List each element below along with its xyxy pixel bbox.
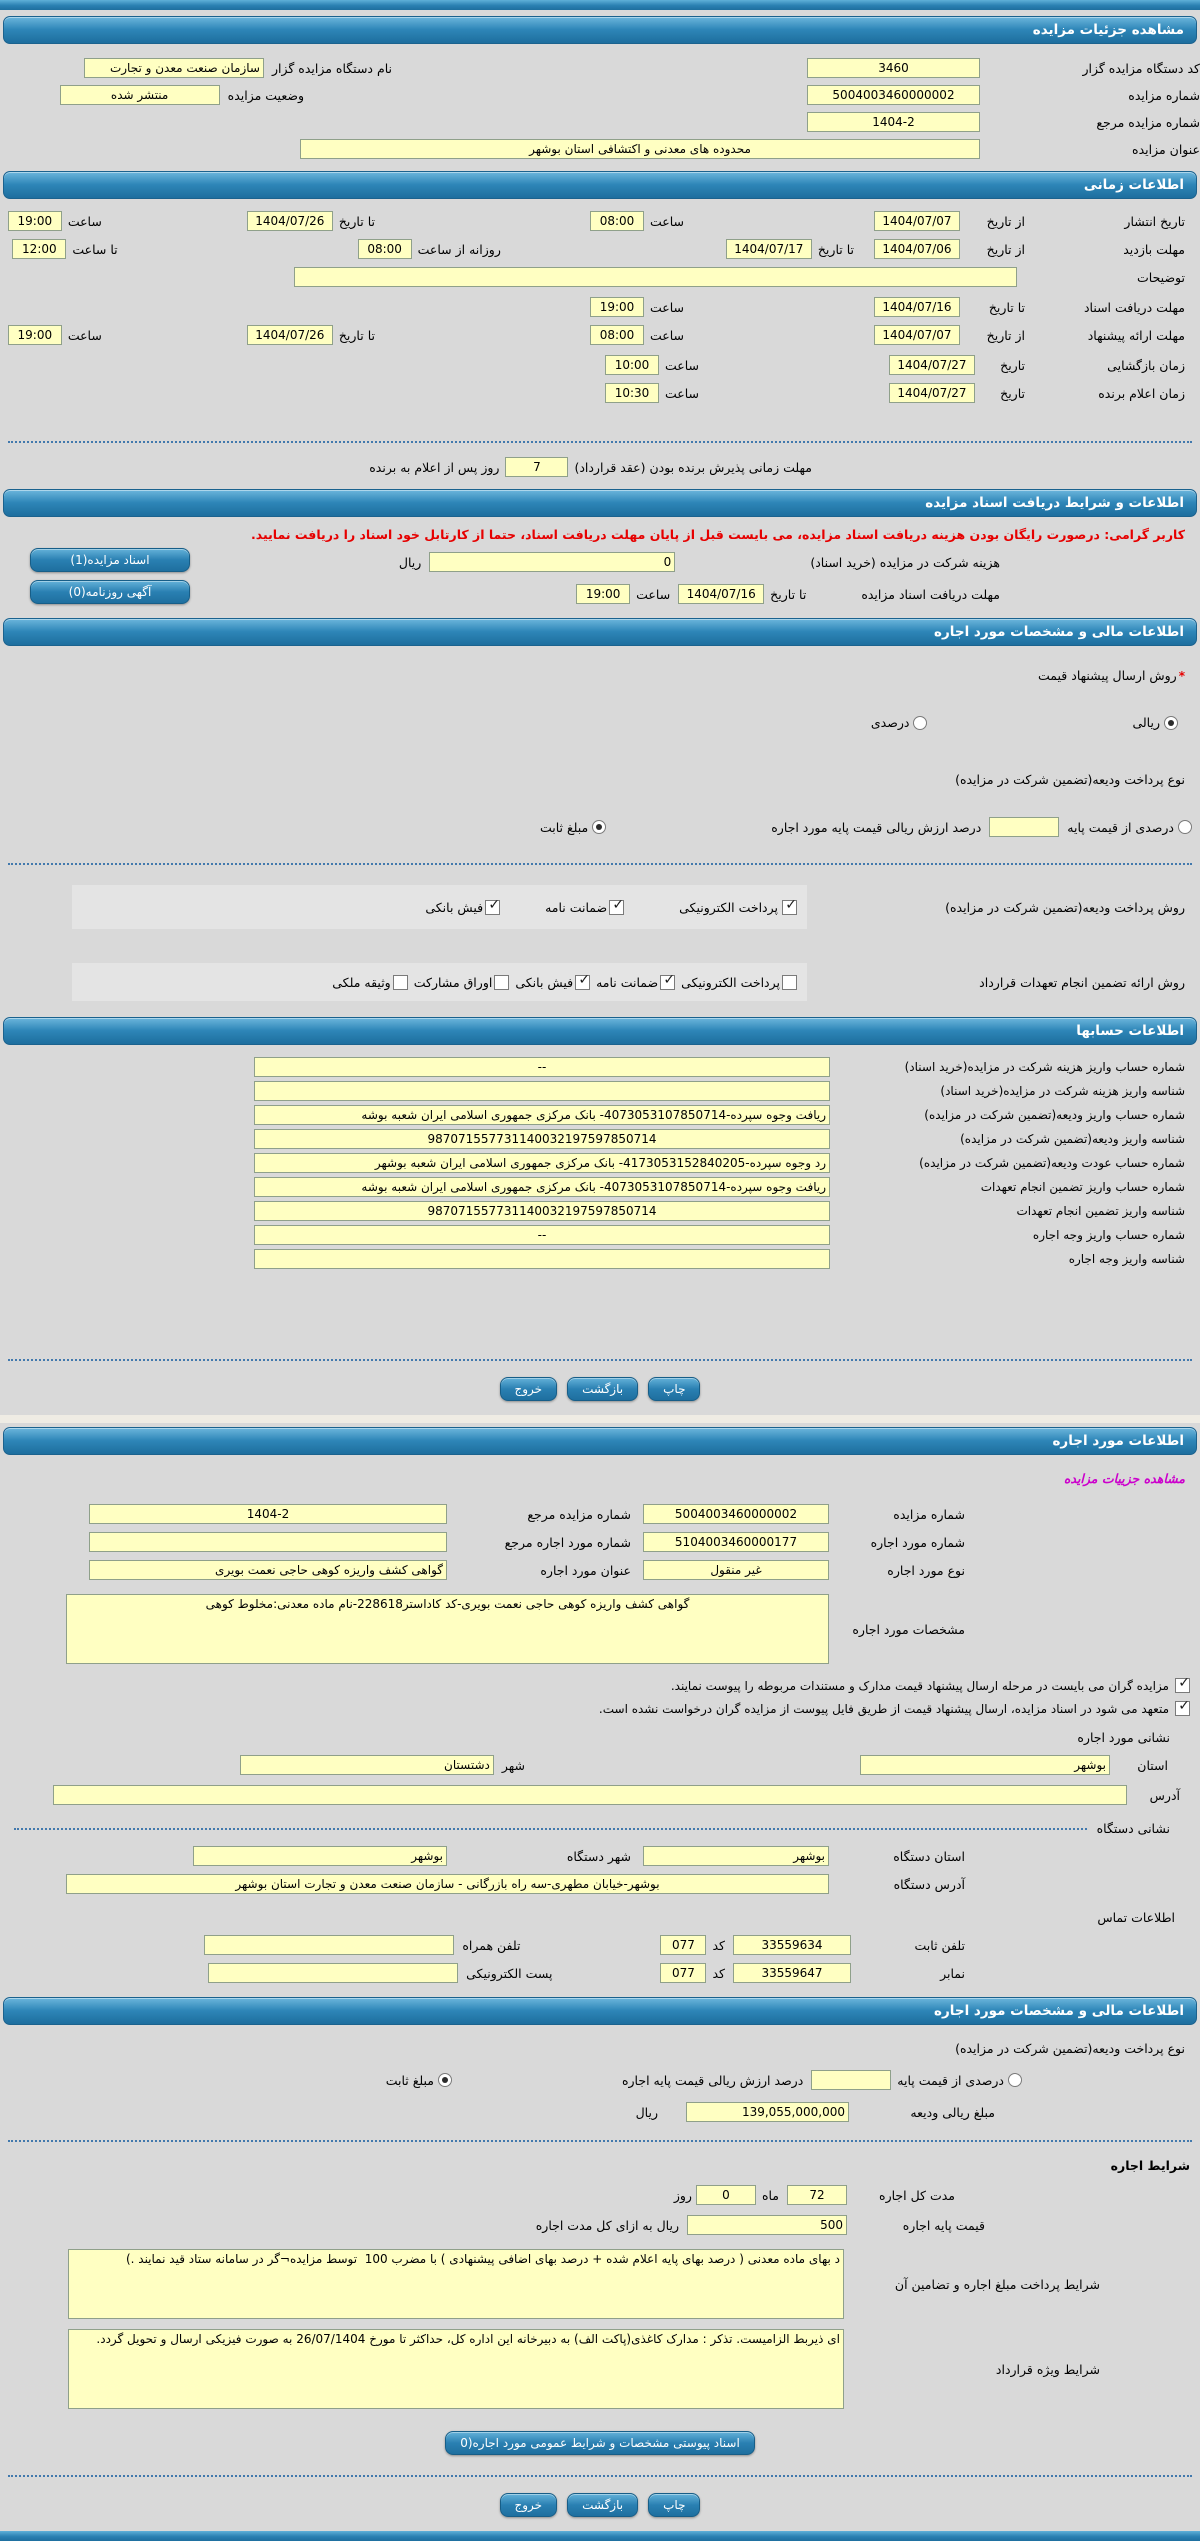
note1-row [0, 1678, 1200, 1693]
auction-number-label: شماره مزایده [1128, 87, 1200, 103]
pay-option [425, 900, 500, 915]
base-price-input[interactable] [687, 2215, 847, 2235]
description-input[interactable] [294, 267, 1017, 287]
account-label: شماره حساب واریز هزینه شرکت در مزایده(خرید اسناد) [904, 1060, 1185, 1074]
panel1-actions [0, 1377, 1200, 1401]
percent-base-suffix-label: درصد ارزش ریالی قیمت پایه مورد اجاره [771, 819, 982, 835]
contract-guarantee-label: روش ارائه تضمین انجام تعهدات قرارداد [979, 974, 1185, 990]
fax-label: نمابر [940, 1965, 965, 1981]
pay-option-label: ضمانت نامه [545, 899, 608, 915]
percent-base-input[interactable] [989, 817, 1059, 837]
mobile-input[interactable] [204, 1935, 454, 1955]
auction-ref-input[interactable] [807, 112, 980, 132]
guarantee-option [681, 975, 797, 990]
visit-to-date-input[interactable] [726, 239, 812, 259]
rial-label: ریال [635, 2104, 658, 2120]
rent-row-2 [0, 1532, 1200, 1552]
guarantee-option [414, 975, 510, 990]
divider [8, 2475, 1192, 2477]
section-docs-info [3, 489, 1197, 517]
percent-base-input[interactable] [811, 2070, 891, 2090]
opening-row [0, 355, 1200, 375]
percent-base-radio[interactable] [1008, 2073, 1022, 2087]
date-label: تاریخ [1000, 357, 1025, 373]
hour-label: ساعت [67, 327, 102, 343]
org-address-input[interactable] [66, 1874, 829, 1894]
account-input[interactable] [254, 1057, 830, 1077]
auction-no-label: شماره مزایده [893, 1506, 965, 1522]
note2-row [0, 1701, 1200, 1716]
account-row [0, 1081, 1200, 1101]
note2-label: متعهد می شود در اسناد مزایده، ارسال پیشنهاد قیمت از طریق فایل پیوست از مزایده گران درخواست نشده است. [598, 1701, 1169, 1716]
print-button[interactable]: چاپ [648, 1377, 700, 1401]
fee-input[interactable] [429, 552, 675, 572]
auction-title-label: عنوان مزایده [1132, 141, 1200, 157]
winner-row [0, 383, 1200, 403]
pay-terms-label: شرایط پرداخت مبلغ اجاره و تضامین آن [894, 2276, 1100, 2292]
code-label: کد [712, 1937, 725, 1953]
phone-input[interactable] [733, 1935, 851, 1955]
header-row-4 [0, 139, 1200, 159]
publish-to-hour-input[interactable] [8, 211, 62, 231]
accept-deadline-label: مهلت زمانی پذیرش برنده بودن (عقد قرارداد) [574, 459, 812, 475]
required-asterisk: * [1178, 668, 1185, 683]
participation-bonds-checkbox[interactable] [494, 975, 509, 990]
item-title-input[interactable] [89, 1560, 447, 1580]
section-financial-info [3, 618, 1197, 646]
property-collateral-checkbox[interactable] [393, 975, 408, 990]
winner-date-input[interactable] [889, 383, 975, 403]
email-input[interactable] [208, 1963, 458, 1983]
base-price-row [0, 2215, 1200, 2235]
docs-deadline-hour-input[interactable] [576, 584, 630, 604]
org-name-input[interactable] [84, 58, 264, 78]
account-input[interactable] [254, 1153, 830, 1173]
percent-radio[interactable] [913, 716, 927, 730]
section-financial-info-2 [3, 1997, 1197, 2025]
item-type-input[interactable] [643, 1560, 829, 1580]
special-terms-row [0, 2329, 1200, 2409]
rent-row-3 [0, 1560, 1200, 1580]
deposit-type-label: نوع پرداخت ودیعه(تضمین شرکت در مزایده) [955, 2041, 1185, 2056]
auction-ref-label: شماره مزایده مرجع [1096, 114, 1200, 130]
auction-details-panel [0, 16, 1200, 1415]
exit-button[interactable]: خروج [500, 1377, 558, 1401]
org-address-title-row [0, 1821, 1200, 1836]
auction-title-input[interactable] [300, 139, 980, 159]
auction-number-input[interactable] [807, 85, 980, 105]
org-name-label: نام دستگاه مزایده گزار [271, 60, 392, 76]
mobile-label: تلفن همراه [462, 1937, 521, 1953]
item-ref-input[interactable] [89, 1532, 447, 1552]
duration-months-input[interactable] [787, 2185, 847, 2205]
publish-label: تاریخ انتشار [1124, 213, 1185, 229]
guarantee-letter-checkbox[interactable] [609, 900, 624, 915]
opening-label: زمان بازگشایی [1107, 357, 1185, 373]
contract-guarantee-group [72, 963, 807, 1001]
account-input[interactable] [254, 1177, 830, 1197]
deposit-amount-label: مبلغ ریالی ودیعه [910, 2104, 995, 2120]
deposit-options-row-2 [0, 2070, 1200, 2090]
account-label: شماره حساب واریز ودیعه(تضمین شرکت در مزایده) [924, 1108, 1185, 1122]
guarantee-option-label: اوراق مشارکت [413, 974, 493, 990]
panel-gap [0, 1415, 1200, 1423]
header-row-1 [0, 58, 1200, 78]
org-address-label: آدرس دستگاه [893, 1876, 965, 1892]
publish-date-row [0, 211, 1200, 231]
pay-terms-row [0, 2249, 1200, 2319]
fee-label: هزینه شرکت در مزایده (خرید اسناد) [810, 554, 1000, 570]
note2-checkbox[interactable] [1175, 1701, 1190, 1716]
fax-row [0, 1963, 1200, 1983]
section-title: اطلاعات و شرایط دریافت اسناد مزایده [925, 495, 1184, 511]
receive-docs-label: مهلت دریافت اسناد [1083, 299, 1185, 315]
divider [8, 2140, 1192, 2142]
to-date-label: تا تاریخ [338, 213, 375, 229]
daily-from-label: روزانه از ساعت [417, 241, 501, 257]
guarantee-option-label: پرداخت الکترونیکی [681, 974, 780, 990]
header-row-3 [0, 112, 1200, 132]
divider [8, 1359, 1192, 1361]
account-row [0, 1249, 1200, 1269]
offer-to-date-input[interactable] [247, 325, 333, 345]
city-label: شهر [501, 1757, 525, 1773]
offer-label: مهلت ارائه پیشنهاد [1087, 327, 1185, 343]
account-label: شناسه واریز وجه اجاره [1068, 1252, 1185, 1266]
account-row [0, 1225, 1200, 1245]
guarantee-option-label: فیش بانکی [515, 974, 574, 990]
auction-no-input[interactable] [643, 1504, 829, 1524]
to-date-label: تا تاریخ [338, 327, 375, 343]
auction-ref-label: شماره مزایده مرجع [527, 1506, 631, 1522]
rent-row-1 [0, 1504, 1200, 1524]
section-title: اطلاعات مالی و مشخصات مورد اجاره [934, 624, 1184, 640]
hour-label: ساعت [664, 385, 699, 401]
visit-to-hour-input[interactable] [12, 239, 66, 259]
province-label: استان [1137, 1757, 1168, 1773]
section-title: اطلاعات مورد اجاره [1052, 1433, 1184, 1449]
rent-item-panel [0, 1427, 1200, 2531]
account-row [0, 1057, 1200, 1077]
section-view-details [3, 16, 1197, 44]
address-input[interactable] [53, 1785, 1127, 1805]
visit-from-date-input[interactable] [874, 239, 960, 259]
fixed-amount-radio[interactable] [592, 820, 606, 834]
offer-from-date-input[interactable] [874, 325, 960, 345]
docs-deadline-row [0, 584, 1200, 604]
hour-label: ساعت [649, 299, 684, 315]
phone-code-input[interactable] [660, 1935, 706, 1955]
to-date-label: تا تاریخ [770, 586, 807, 602]
bank-receipt-checkbox[interactable] [575, 975, 590, 990]
rial-label: ریال [398, 554, 422, 570]
rent-terms-title-row [0, 2158, 1200, 2173]
account-label: شناسه واریز تضمین انجام تعهدات [1016, 1204, 1185, 1218]
address-label: آدرس [1149, 1787, 1180, 1803]
org-province-input[interactable] [643, 1846, 829, 1866]
publish-to-date-input[interactable] [247, 211, 333, 231]
base-price-suffix-label: ریال به ازای کل مدت اجاره [535, 2217, 679, 2233]
offer-row [0, 325, 1200, 345]
pay-option [679, 900, 797, 915]
guarantee-option [596, 975, 675, 990]
bottom-blue-strip [0, 2531, 1200, 2541]
deposit-type-label: نوع پرداخت ودیعه(تضمین شرکت در مزایده) [955, 772, 1185, 787]
receive-docs-date-input[interactable] [874, 297, 960, 317]
section-title: اطلاعات زمانی [1083, 177, 1184, 193]
pay-option [545, 900, 624, 915]
publish-from-hour-input[interactable] [590, 211, 644, 231]
account-label: شماره حساب واریز تضمین انجام تعهدات [980, 1180, 1185, 1194]
visit-daily-hour-input[interactable] [358, 239, 412, 259]
deposit-amount-input[interactable] [686, 2102, 849, 2122]
account-label: شناسه واریز هزینه شرکت در مزایده(خرید اسناد) [940, 1084, 1185, 1098]
rial-radio[interactable] [1164, 716, 1178, 730]
deposit-amount-row [0, 2102, 1200, 2122]
percent-option-label: درصدی [870, 715, 910, 730]
item-spec-textarea[interactable] [66, 1594, 829, 1664]
section-title: مشاهده جزئیات مزایده [1032, 22, 1184, 38]
from-date-label: از تاریخ [986, 327, 1025, 343]
account-input[interactable] [254, 1129, 830, 1149]
duration-row [0, 2185, 1200, 2205]
deposit-options-row [0, 817, 1200, 837]
docs-deadline-date-input[interactable] [678, 584, 764, 604]
special-terms-label: شرایط ویژه قرارداد [995, 2361, 1100, 2377]
account-label: شماره حساب واریز وجه اجاره [1032, 1228, 1185, 1242]
deposit-type-row-2 [0, 2041, 1200, 2056]
winner-hour-input[interactable] [605, 383, 659, 403]
hour-label: ساعت [636, 586, 671, 602]
deposit-pay-methods-row [0, 885, 1200, 929]
pay-terms-textarea[interactable] [68, 2249, 844, 2319]
phone-label: تلفن ثابت [914, 1937, 965, 1953]
attached-docs-button[interactable]: اسناد پیوستی مشخصات و شرایط عمومی مورد اجاره(0 [445, 2431, 755, 2455]
accept-deadline-row [0, 457, 1200, 477]
province-input[interactable] [860, 1755, 1110, 1775]
to-hour-label: تا ساعت [72, 241, 118, 257]
electronic-payment-checkbox[interactable] [782, 975, 797, 990]
opening-hour-input[interactable] [605, 355, 659, 375]
auction-status-label: وضعیت مزایده [227, 87, 304, 103]
docs-deadline-label: مهلت دریافت اسناد مزایده [861, 586, 1000, 602]
item-type-label: نوع مورد اجاره [887, 1562, 965, 1578]
divider [14, 1828, 1087, 1830]
accept-suffix-label: روز پس از اعلام به برنده [369, 459, 500, 475]
note1-label: مزایده گران می بایست در مرحله ارسال پیشنهاد قیمت مدارک و مستندات مربوطه را پیوست نمایند. [670, 1678, 1169, 1693]
city-input[interactable] [240, 1755, 494, 1775]
item-spec-row [0, 1594, 1200, 1664]
fax-input[interactable] [733, 1963, 851, 1983]
account-row [0, 1153, 1200, 1173]
price-method-row [0, 668, 1200, 683]
account-input[interactable] [254, 1201, 830, 1221]
hour-label: ساعت [664, 357, 699, 373]
description-row [0, 267, 1200, 287]
account-input[interactable] [254, 1105, 830, 1125]
visit-row [0, 239, 1200, 259]
fixed-amount-label: مبلغ ثابت [539, 819, 589, 835]
winner-label: زمان اعلام برنده [1098, 385, 1185, 401]
auction-ref-input[interactable] [89, 1504, 447, 1524]
org-province-label: استان دستگاه [893, 1848, 965, 1864]
pay-option-label: فیش بانکی [425, 899, 484, 915]
price-method-options-row [0, 715, 1200, 730]
account-row [0, 1201, 1200, 1221]
visit-label: مهلت بازدید [1123, 241, 1185, 257]
fixed-amount-label: مبلغ ثابت [385, 2072, 434, 2088]
opening-date-input[interactable] [889, 355, 975, 375]
org-city-label: شهر دستگاه [566, 1848, 631, 1864]
rent-terms-title: شرایط اجاره [1110, 2158, 1190, 2173]
org-city-input[interactable] [193, 1846, 447, 1866]
contact-title-row [0, 1910, 1200, 1925]
back-button[interactable]: بازگشت [567, 1377, 638, 1401]
date-label: تاریخ [1000, 385, 1025, 401]
province-city-row [0, 1755, 1200, 1775]
to-date-label: تا تاریخ [817, 241, 854, 257]
attach-docs-row [0, 2431, 1200, 2455]
day-label: روز [673, 2187, 692, 2203]
deposit-pay-methods-label: روش پرداخت ودیعه(تضمین شرکت در مزایده) [945, 899, 1185, 915]
view-auction-link-row [0, 1471, 1200, 1486]
item-address-title: نشانی مورد اجاره [1077, 1730, 1170, 1745]
address-row [0, 1785, 1200, 1805]
bank-receipt-checkbox[interactable] [485, 900, 500, 915]
exit-button-bottom[interactable]: خروج [500, 2493, 558, 2517]
rial-option-label: ریالی [1132, 715, 1160, 730]
account-row [0, 1105, 1200, 1125]
percent-base-label: درصدی از قیمت پایه [1067, 819, 1174, 835]
publish-from-date-input[interactable] [874, 211, 960, 231]
offer-from-hour-input[interactable] [590, 325, 644, 345]
org-address-title: نشانی دستگاه [1096, 1821, 1170, 1836]
receive-docs-hour-input[interactable] [590, 297, 644, 317]
special-terms-textarea[interactable] [68, 2329, 844, 2409]
guarantee-option-label: ضمانت نامه [596, 974, 659, 990]
divider [8, 863, 1192, 865]
view-auction-details-link[interactable]: مشاهده جزییات مزایده [1063, 1471, 1185, 1486]
auction-status-input[interactable] [60, 85, 220, 105]
hour-label: ساعت [67, 213, 102, 229]
hour-label: ساعت [649, 213, 684, 229]
guarantee-option-label: وثیقه ملکی [332, 974, 391, 990]
account-row [0, 1177, 1200, 1197]
phone-row [0, 1935, 1200, 1955]
divider [8, 441, 1192, 443]
top-blue-strip [0, 0, 1200, 10]
percent-base-radio[interactable] [1178, 820, 1192, 834]
account-row [0, 1129, 1200, 1149]
receive-docs-row [0, 297, 1200, 317]
fax-code-input[interactable] [660, 1963, 706, 1983]
hour-label: ساعت [649, 327, 684, 343]
item-no-input[interactable] [643, 1532, 829, 1552]
from-date-label: از تاریخ [986, 241, 1025, 257]
contract-guarantee-row [0, 963, 1200, 1001]
accept-days-input[interactable] [505, 457, 568, 477]
guarantee-option [515, 975, 590, 990]
electronic-payment-checkbox[interactable] [782, 900, 797, 915]
section-title: اطلاعات حسابها [1076, 1023, 1184, 1039]
deposit-type-row [0, 772, 1200, 787]
section-rent-info [3, 1427, 1197, 1455]
section-accounts-info [3, 1017, 1197, 1045]
section-time-info [3, 171, 1197, 199]
from-date-label: از تاریخ [986, 213, 1025, 229]
panel2-actions [0, 2493, 1200, 2517]
org-code-label: کد دستگاه مزایده گزار [1082, 60, 1200, 76]
account-label: شناسه واریز ودیعه(تضمین شرکت در مزایده) [960, 1132, 1185, 1146]
guarantee-option [332, 975, 407, 990]
contact-title: اطلاعات تماس [1097, 1910, 1175, 1925]
guarantee-letter-checkbox[interactable] [660, 975, 675, 990]
back-button-bottom[interactable]: بازگشت [567, 2493, 638, 2517]
docs-warning-text: کاربر گرامی: درصورت رایگان بودن هزینه دریافت اسناد مزایده، می بایست قبل از پایان مهلت دریافت اسناد، حتما از کارتابل خود اسناد را دریافت نمایید. [251, 527, 1185, 542]
deposit-pay-methods-group [72, 885, 807, 929]
fee-row [0, 552, 1200, 572]
item-no-label: شماره مورد اجاره [870, 1534, 965, 1550]
item-address-title-row [0, 1730, 1200, 1745]
org-address-row [0, 1874, 1200, 1894]
item-ref-label: شماره مورد اجاره مرجع [504, 1534, 631, 1550]
percent-base-label: درصدی از قیمت پایه [897, 2072, 1004, 2088]
note1-checkbox[interactable] [1175, 1678, 1190, 1693]
auction-docs-button[interactable]: اسناد مزایده(1) [30, 548, 190, 572]
offer-to-hour-input[interactable] [8, 325, 62, 345]
org-code-input[interactable] [807, 58, 980, 78]
org-province-city-row [0, 1846, 1200, 1866]
item-title-label: عنوان مورد اجاره [540, 1562, 631, 1578]
percent-base-suffix-label: درصد ارزش ریالی قیمت پایه اجاره [621, 2072, 804, 2088]
duration-days-input[interactable] [696, 2185, 756, 2205]
email-label: پست الکترونیکی [466, 1965, 553, 1981]
fixed-amount-radio[interactable] [438, 2073, 452, 2087]
code-label: کد [712, 1965, 725, 1981]
month-label: ماه [761, 2187, 779, 2203]
pay-option-label: پرداخت الکترونیکی [679, 899, 778, 915]
account-label: شماره حساب عودت ودیعه(تضمین شرکت در مزایده) [919, 1156, 1185, 1170]
print-button-bottom[interactable]: چاپ [648, 2493, 700, 2517]
account-input[interactable] [254, 1081, 830, 1101]
duration-label: مدت کل اجاره [879, 2187, 955, 2203]
description-label: توضیحات [1137, 269, 1185, 285]
price-method-label: روش ارسال پیشنهاد قیمت [1038, 668, 1177, 683]
account-input[interactable] [254, 1225, 830, 1245]
base-price-label: قیمت پایه اجاره [902, 2217, 985, 2233]
account-input[interactable] [254, 1249, 830, 1269]
accounts-list [0, 1057, 1200, 1269]
item-spec-label: مشخصات مورد اجاره [852, 1621, 965, 1637]
to-date-label: تا تاریخ [988, 299, 1025, 315]
section-title: اطلاعات مالی و مشخصات مورد اجاره [934, 2003, 1184, 2019]
newspaper-ad-button[interactable]: آگهی روزنامه(0) [30, 580, 190, 604]
header-row-2 [0, 85, 1200, 105]
